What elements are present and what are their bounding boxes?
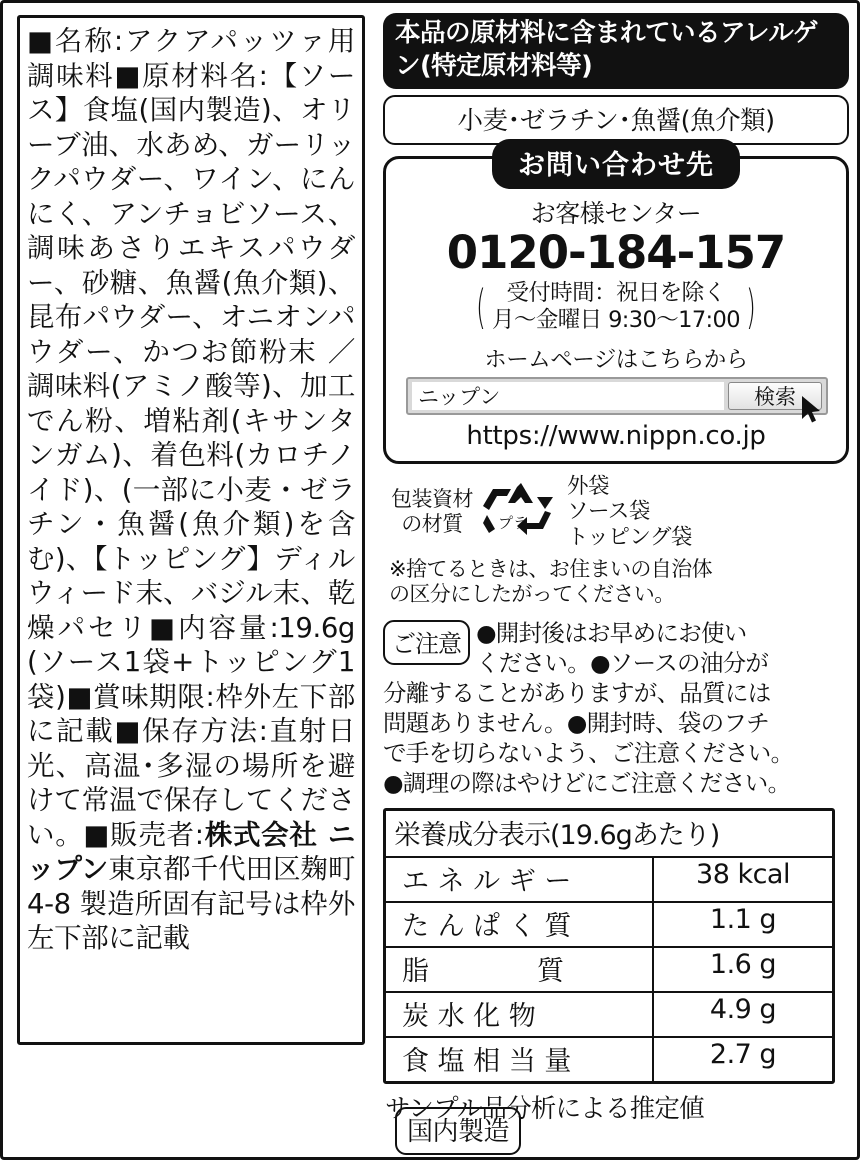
search-bar[interactable]	[406, 377, 828, 415]
contact-hours-text	[492, 280, 740, 335]
caution-line4: 問題ありません。●開封時、袋のフチ	[383, 708, 770, 737]
nutrition-note: サンプル品分析による推定値	[385, 1094, 704, 1125]
recycle-label-line2: の材質	[401, 512, 463, 537]
recycle-item-3: トッピング袋	[567, 525, 692, 551]
recycle-info	[383, 474, 849, 551]
nutrition-row-name: 食 塩 相 当 量	[386, 1038, 654, 1081]
dispose-note-line2: の区分にしたがってください。	[389, 582, 675, 607]
nutrition-row-value: 1.6 g	[709, 949, 777, 981]
caution-line3: 分離することがありますが、品質には	[383, 679, 771, 708]
contact-hours-line1: 受付時間：祝日を除く	[506, 279, 726, 306]
nutrition-row-name: た ん ぱ く 質	[386, 903, 654, 946]
table-row	[386, 948, 832, 993]
recycle-items	[567, 474, 692, 551]
nutrition-row-name: エ ネ ル ギ ー	[386, 858, 654, 901]
table-row	[386, 903, 832, 948]
origin-badge: 国内製造	[395, 1107, 521, 1155]
caution-line1: ●開封後はお早めにお使い	[476, 619, 747, 648]
paren-close: )	[745, 279, 756, 334]
caution-line6: ●調理の際はやけどにご注意ください。	[383, 768, 791, 797]
allergen-heading: 本品の原材料に含まれているアレルゲン(特定原材料等)	[383, 13, 849, 89]
svg-text:プラ: プラ	[497, 514, 529, 533]
ingredients-text	[27, 24, 364, 956]
nutrition-row-value: 2.7 g	[709, 1039, 777, 1071]
seller-address: 東京都千代田区麹町4-8 製造所固有記号は枠外左下部に記載	[27, 853, 355, 954]
contact-telephone[interactable]: 0120-184-157	[446, 226, 786, 280]
search-button[interactable]: 検索	[728, 382, 822, 410]
nutrition-table	[383, 808, 835, 1084]
contact-subtitle: お客様センター	[530, 199, 702, 229]
caution-line5: で手を切らないよう、ご注意ください。	[383, 738, 794, 767]
nutrition-title: 栄養成分表示(19.6gあたり)	[386, 811, 832, 858]
allergen-list: 小麦･ゼラチン･魚醤(魚介類)	[383, 95, 849, 145]
recycle-label	[391, 487, 473, 538]
ingredients-body: ■名称:アクアパッツァ用調味料■原材料名:【ソース】食塩(国内製造)、オリーブ油、水あめ、ガーリックパウダー、ワイン、にんにく、アンチョビソース、調味あさりエキスパウダー、砂糖、魚醤(魚介類)、昆布パウダー、オニオンパウダー、かつお節粉末 ／ 調味料(アミノ酸等)、加工でん粉、増粘剤(キサンタンガム)、着色料(カロチノイド)、(一部に小麦・ゼラチン・魚醤(魚介類)を含む)、【トッピング】ディルウィード末、バジル末、乾燥パセリ■内容量:19.6g(ソース1袋+トッピング1袋)■賞味期限:枠外左下部に記載■保存方法:直射日光、高温･多湿の場所を避けて常温で保存してください。■販売者:	[27, 25, 364, 851]
nutrition-row-value: 4.9 g	[709, 994, 777, 1026]
contact-hours-line2: 月～金曜日 9:30～17:00	[492, 307, 740, 334]
ingredients-panel	[17, 15, 365, 1045]
contact-box	[383, 150, 849, 463]
paren-open: (	[476, 279, 486, 334]
contact-hours	[396, 280, 836, 335]
table-row	[386, 858, 832, 903]
nutrition-row-name: 炭 水 化 物	[386, 993, 654, 1036]
table-row	[386, 1038, 832, 1081]
recycle-item-2: ソース袋	[567, 499, 650, 525]
nutrition-row-value: 38 kcal	[696, 859, 790, 891]
caution-line2: ください。●ソースの油分が	[476, 649, 769, 678]
dispose-note	[383, 557, 849, 607]
nutrition-row-value: 1.1 g	[709, 904, 777, 936]
nutrition-row-name: 脂 質	[386, 948, 654, 991]
table-row	[386, 993, 832, 1038]
search-input[interactable]	[412, 382, 724, 410]
caution-text-top	[476, 619, 849, 679]
plastic-recycle-icon	[481, 479, 559, 545]
caution-text-rest	[383, 679, 849, 798]
info-panel	[383, 13, 849, 1125]
contact-title: お問い合わせ先	[492, 139, 740, 189]
recycle-label-line1: 包装資材	[391, 486, 473, 511]
caution-badge: ご注意	[383, 620, 470, 665]
dispose-note-line1: ※捨てるときは、お住まいの自治体	[389, 557, 712, 582]
recycle-item-1: 外袋	[567, 473, 610, 499]
seller-company-suffix: プン	[54, 853, 109, 885]
website-url[interactable]: https://www.nippn.co.jp	[466, 420, 766, 451]
seller-company-prefix: 株式会社 ニッ	[27, 818, 355, 885]
caution-block	[383, 619, 849, 679]
homepage-label: ホームページはこちらから	[484, 346, 748, 373]
mouse-cursor-icon	[800, 395, 824, 425]
